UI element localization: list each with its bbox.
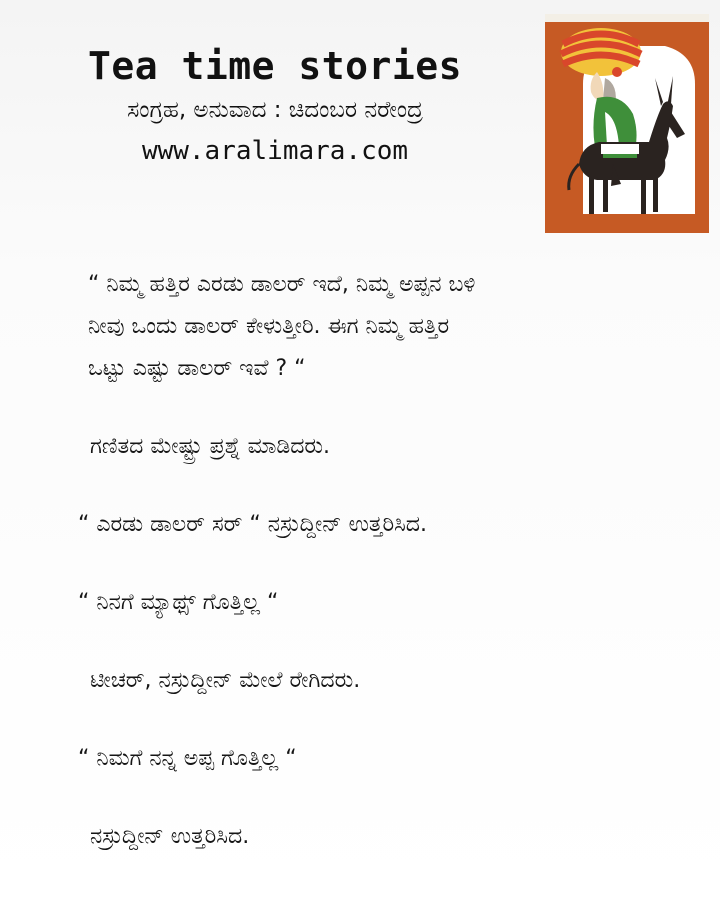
story-paragraph-teacher-scolded: ಟೀಚರ್, ನಸ್ರುದ್ದೀನ್ ಮೇಲೆ ರೇಗಿದರು. bbox=[90, 668, 361, 693]
story-paragraph-question: “ ನಿಮ್ಮ ಹತ್ತಿರ ಎರಡು ಡಾಲರ್ ಇದೆ, ನಿಮ್ಮ ಅಪ್ಪನ ಬಳಿ ನೀವು ಒಂದು ಡಾಲರ್ ಕೇಳುತ್ತೀರಿ. ಈಗ ನಿಮ್ಮ ಹತ್ತಿರ ಒಟ್ಟು ಎಷ್ಟು ಡಾಲರ್ ಇವೆ ? “ bbox=[88, 272, 476, 381]
header bbox=[40, 42, 510, 172]
story-paragraph-teacher-reply: “ ನಿನಗೆ ಮ್ಯಾಥ್ಸ್ ಗೊತ್ತಿಲ್ಲ “ bbox=[78, 590, 279, 615]
story-paragraph-ending: ನಸ್ರುದ್ದೀನ್ ಉತ್ತರಿಸಿದ. bbox=[90, 824, 250, 849]
illustration-svg bbox=[545, 14, 709, 233]
story-paragraph-answer: “ ಎರಡು ಡಾಲರ್ ಸರ್ “ ನಸ್ರುದ್ದೀನ್ ಉತ್ತರಿಸಿದ. bbox=[78, 512, 427, 537]
story-paragraph-teacher-asked: ಗಣಿತದ ಮೇಷ್ಟ್ರು ಪ್ರಶ್ನೆ ಮಾಡಿದರು. bbox=[90, 434, 331, 459]
page-title: Tea time stories bbox=[87, 44, 463, 88]
story-paragraph-nasruddin-reply: “ ನಿಮಗೆ ನನ್ನ ಅಪ್ಪ ಗೊತ್ತಿಲ್ಲ “ bbox=[78, 746, 297, 771]
nasruddin-on-donkey-illustration bbox=[545, 14, 709, 233]
website-url: www.aralimara.com bbox=[141, 136, 409, 166]
story-body bbox=[78, 264, 678, 894]
page-subtitle: ಸಂಗ್ರಹ, ಅನುವಾದ : ಚಿದಂಬರ ನರೇಂದ್ರ bbox=[127, 97, 423, 123]
